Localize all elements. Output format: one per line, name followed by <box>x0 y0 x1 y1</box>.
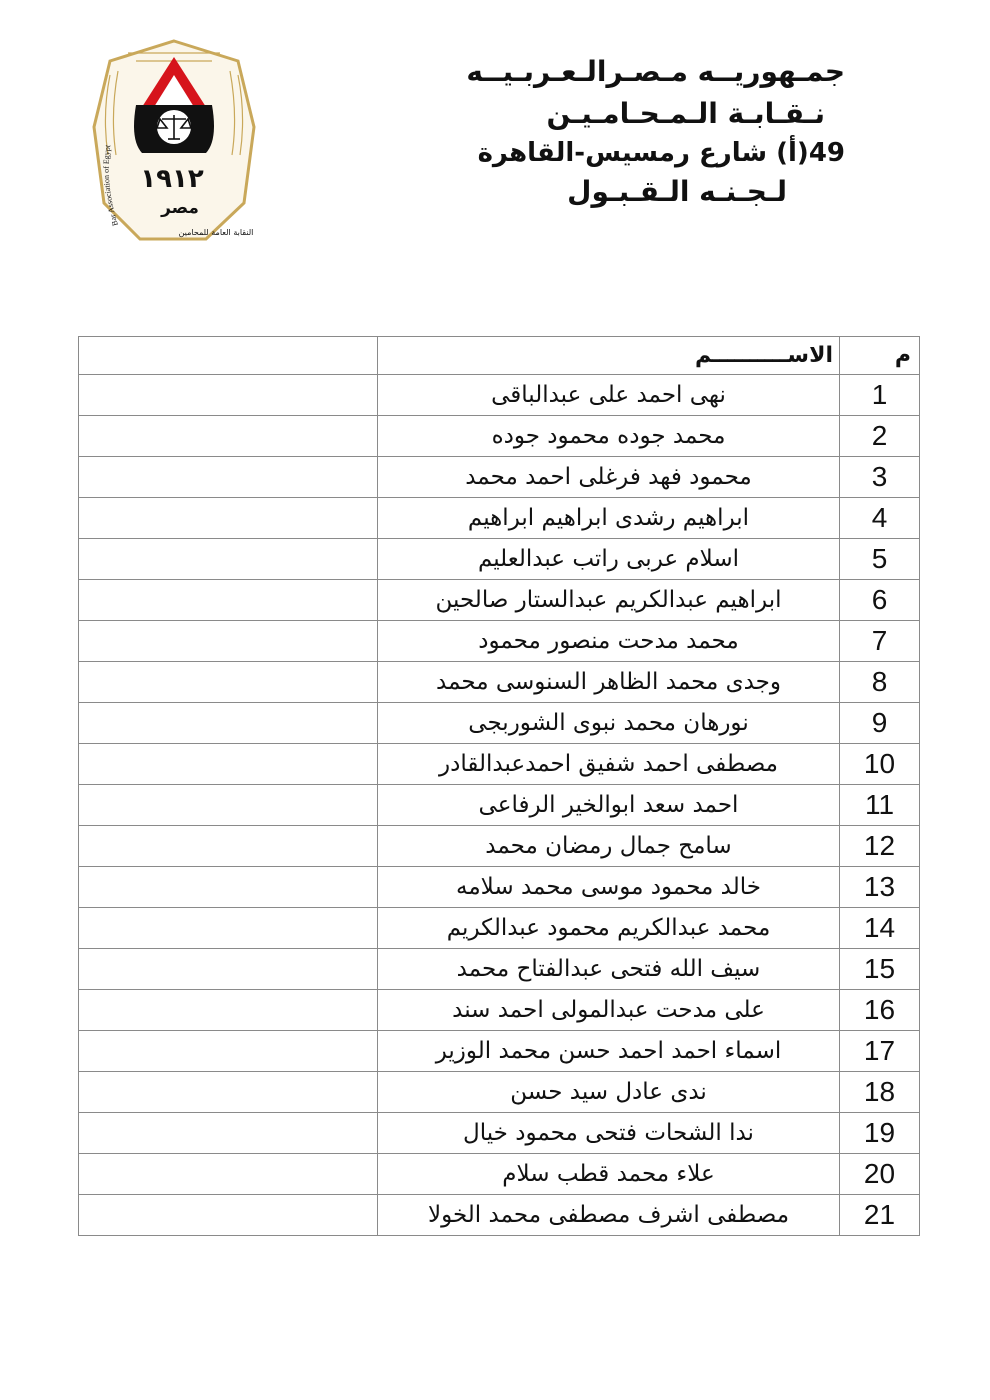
row-number: 17 <box>840 1031 920 1072</box>
table-row <box>79 867 920 908</box>
table-row <box>79 826 920 867</box>
row-number: 7 <box>840 621 920 662</box>
logo-arc-text-ar: النقابة العامة للمحامين <box>178 228 254 237</box>
row-number: 15 <box>840 949 920 990</box>
header-name: الاســــــــــم <box>378 337 840 375</box>
row-number: 18 <box>840 1072 920 1113</box>
row-empty-cell <box>79 785 378 826</box>
table-row <box>79 457 920 498</box>
row-name: نهى احمد على عبدالباقى <box>378 375 840 416</box>
table-row <box>79 1154 920 1195</box>
row-name: محمود فهد فرغلى احمد محمد <box>378 457 840 498</box>
table-row <box>79 539 920 580</box>
row-name: علاء محمد قطب سلام <box>378 1154 840 1195</box>
table-row <box>79 744 920 785</box>
table-row <box>79 580 920 621</box>
row-number: 9 <box>840 703 920 744</box>
row-name: محمد مدحت منصور محمود <box>378 621 840 662</box>
row-number: 16 <box>840 990 920 1031</box>
row-number: 13 <box>840 867 920 908</box>
logo-arc-text: Bar Association of Egypt <box>101 144 120 227</box>
row-empty-cell <box>79 1154 378 1195</box>
row-empty-cell <box>79 990 378 1031</box>
row-empty-cell <box>79 457 378 498</box>
row-number: 12 <box>840 826 920 867</box>
row-name: ابراهيم رشدى ابراهيم ابراهيم <box>378 498 840 539</box>
row-name: على مدحت عبدالمولى احمد سند <box>378 990 840 1031</box>
row-empty-cell <box>79 867 378 908</box>
row-empty-cell <box>79 1113 378 1154</box>
row-number: 21 <box>840 1195 920 1236</box>
row-empty-cell <box>79 539 378 580</box>
row-empty-cell <box>79 826 378 867</box>
table-row <box>79 990 920 1031</box>
table-row <box>79 785 920 826</box>
row-name: سامح جمال رمضان محمد <box>378 826 840 867</box>
row-name: محمد عبدالكريم محمود عبدالكريم <box>378 908 840 949</box>
header-address: 49(أ) شارع رمسيس-القاهرة <box>477 138 845 168</box>
document-header <box>466 55 845 208</box>
row-number: 8 <box>840 662 920 703</box>
table-row <box>79 375 920 416</box>
row-empty-cell <box>79 1031 378 1072</box>
header-committee: لـجـنـه الـقـبـول <box>567 175 787 208</box>
table-row <box>79 1072 920 1113</box>
table-row <box>79 621 920 662</box>
row-name: اسلام عربى راتب عبدالعليم <box>378 539 840 580</box>
row-name: احمد سعد ابوالخير الرفاعى <box>378 785 840 826</box>
row-number: 3 <box>840 457 920 498</box>
row-empty-cell <box>79 621 378 662</box>
table-row <box>79 1195 920 1236</box>
table-row <box>79 949 920 990</box>
table-row <box>79 703 920 744</box>
table-row <box>79 498 920 539</box>
row-name: ندا الشحات فتحى محمود خيال <box>378 1113 840 1154</box>
row-number: 4 <box>840 498 920 539</box>
row-number: 10 <box>840 744 920 785</box>
row-empty-cell <box>79 908 378 949</box>
row-number: 5 <box>840 539 920 580</box>
header-number: م <box>840 337 920 375</box>
row-empty-cell <box>79 1072 378 1113</box>
table-row <box>79 416 920 457</box>
row-empty-cell <box>79 498 378 539</box>
row-name: مصطفى احمد شفيق احمدعبدالقادر <box>378 744 840 785</box>
table-row <box>79 662 920 703</box>
row-number: 20 <box>840 1154 920 1195</box>
row-empty-cell <box>79 703 378 744</box>
row-empty-cell <box>79 580 378 621</box>
table-row <box>79 908 920 949</box>
row-name: سيف الله فتحى عبدالفتاح محمد <box>378 949 840 990</box>
row-number: 2 <box>840 416 920 457</box>
names-table <box>78 336 920 1236</box>
row-empty-cell <box>79 1195 378 1236</box>
row-name: ابراهيم عبدالكريم عبدالستار صالحين <box>378 580 840 621</box>
row-name: محمد جوده محمود جوده <box>378 416 840 457</box>
row-name: نورهان محمد نبوى الشوربجى <box>378 703 840 744</box>
row-number: 11 <box>840 785 920 826</box>
bar-association-logo <box>88 35 260 245</box>
row-number: 14 <box>840 908 920 949</box>
row-name: اسماء احمد احمد حسن محمد الوزير <box>378 1031 840 1072</box>
row-number: 6 <box>840 580 920 621</box>
header-syndicate: نـقـابـة الـمـحـامـيـن <box>546 97 825 130</box>
logo-country: مصر <box>161 198 199 218</box>
header-empty-cell <box>79 337 378 375</box>
row-name: خالد محمود موسى محمد سلامه <box>378 867 840 908</box>
logo-year: ١٩١٢ <box>140 164 204 194</box>
header-country: جمـهوريــه مـصـرالـعـربـيــه <box>466 55 845 88</box>
row-name: وجدى محمد الظاهر السنوسى محمد <box>378 662 840 703</box>
row-empty-cell <box>79 662 378 703</box>
row-empty-cell <box>79 375 378 416</box>
row-empty-cell <box>79 744 378 785</box>
row-number: 19 <box>840 1113 920 1154</box>
row-name: ندى عادل سيد حسن <box>378 1072 840 1113</box>
row-number: 1 <box>840 375 920 416</box>
row-empty-cell <box>79 949 378 990</box>
table-row <box>79 1113 920 1154</box>
table-row <box>79 1031 920 1072</box>
table-header-row <box>79 337 920 375</box>
row-name: مصطفى اشرف مصطفى محمد الخولا <box>378 1195 840 1236</box>
row-empty-cell <box>79 416 378 457</box>
